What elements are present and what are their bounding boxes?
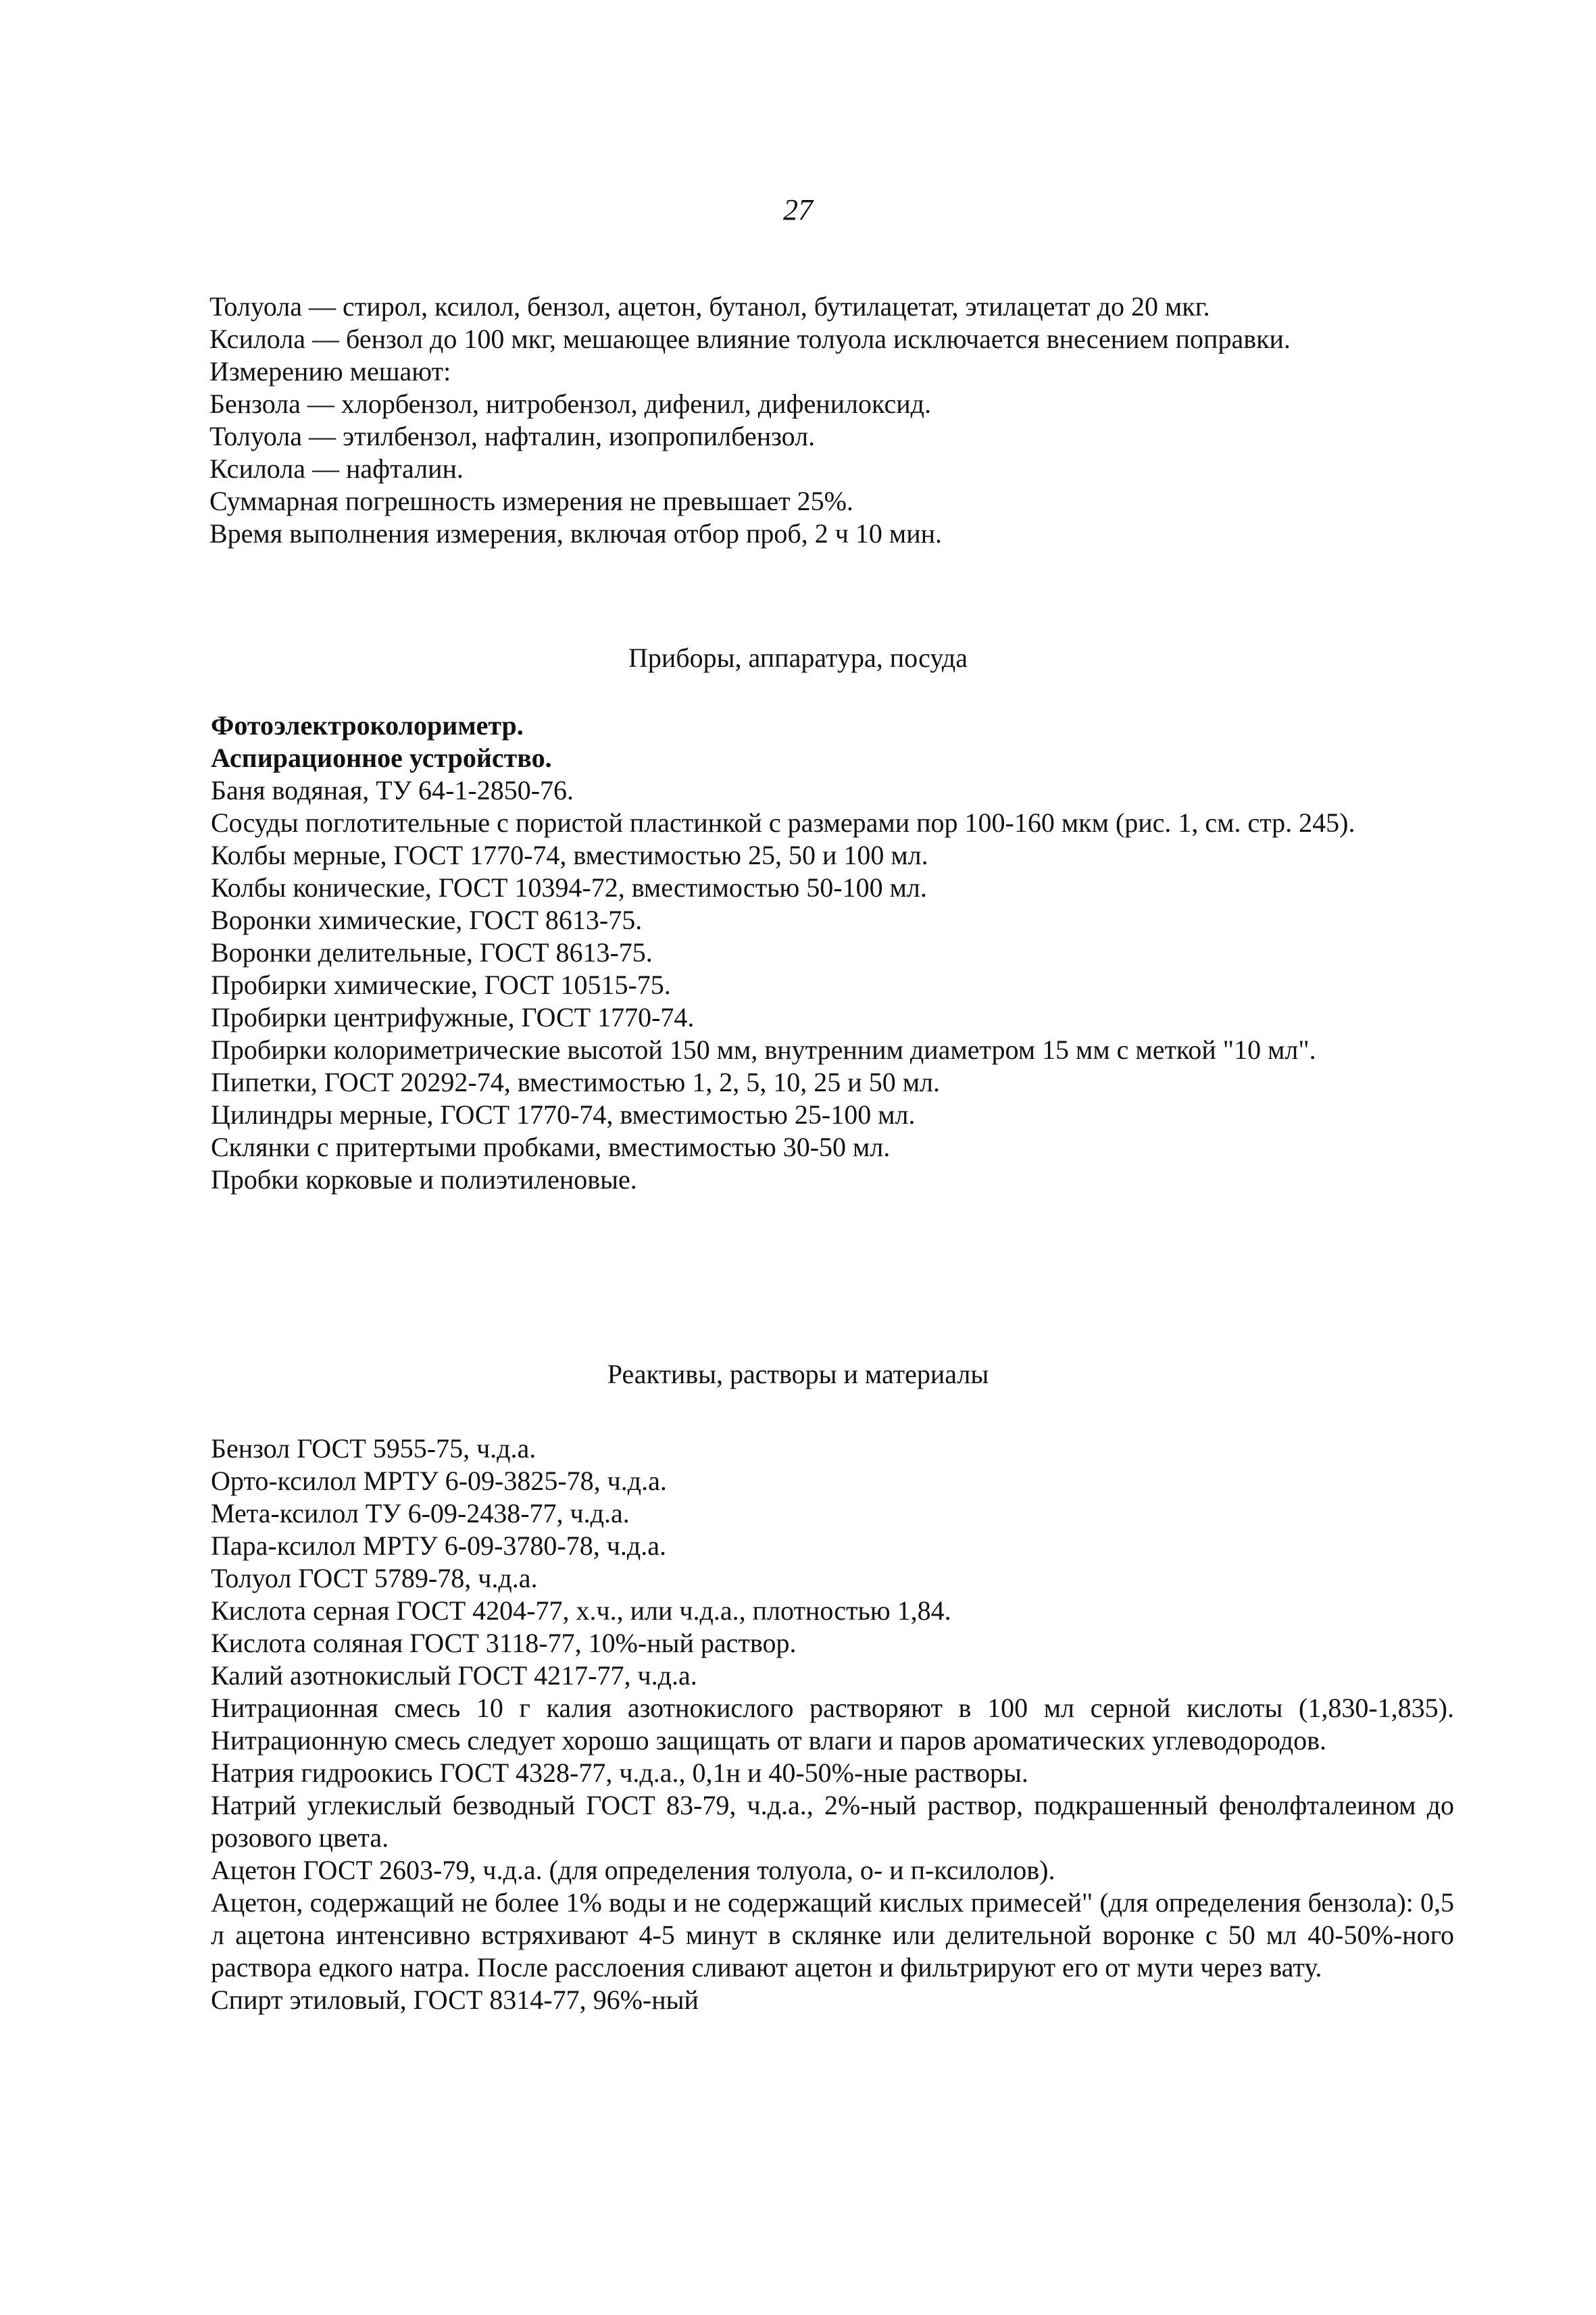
interference-notes bbox=[209, 291, 1453, 550]
list-item: Колбы конические, ГОСТ 10394-72, вместимостью 50-100 мл. bbox=[211, 872, 927, 903]
instruments-list bbox=[211, 710, 1454, 1196]
intro-line: Измерению мешают: bbox=[209, 356, 451, 387]
list-item: Мета-ксилол ТУ 6-09-2438-77, ч.д.а. bbox=[211, 1498, 630, 1528]
section-heading-reagents: Реактивы, растворы и материалы bbox=[607, 1359, 989, 1389]
intro-line: Ксилола — бензол до 100 мкг, мешающее влияние толуола исключается внесением поправки. bbox=[209, 324, 1291, 354]
list-item: Кислота серная ГОСТ 4204-77, х.ч., или ч.д.а., плотностью 1,84. bbox=[211, 1595, 951, 1626]
intro-line: Бензола — хлорбензол, нитробензол, дифенил, дифенилоксид. bbox=[209, 389, 931, 419]
list-item: Натрия гидроокись ГОСТ 4328-77, ч.д.а., 0,1н и 40-50%-ные растворы. bbox=[211, 1758, 1028, 1788]
list-item: Орто-ксилол МРТУ 6-09-3825-78, ч.д.а. bbox=[211, 1466, 667, 1496]
intro-line: Ксилола — нафталин. bbox=[209, 453, 464, 484]
list-item: Пипетки, ГОСТ 20292-74, вместимостью 1, 2, 5, 10, 25 и 50 мл. bbox=[211, 1067, 940, 1097]
list-item: Толуол ГОСТ 5789-78, ч.д.а. bbox=[211, 1563, 538, 1593]
list-item: Спирт этиловый, ГОСТ 8314-77, 96%-ный bbox=[211, 1985, 699, 2015]
page-number: 27 bbox=[783, 193, 813, 226]
list-item: Калий азотнокислый ГОСТ 4217-77, ч.д.а. bbox=[211, 1660, 697, 1691]
list-item: Пробирки колориметрические высотой 150 мм, внутренним диаметром 15 мм с меткой "10 мл". bbox=[211, 1035, 1316, 1065]
list-item: Бензол ГОСТ 5955-75, ч.д.а. bbox=[211, 1433, 537, 1464]
list-item: Склянки с притертыми пробками, вместимостью 30-50 мл. bbox=[211, 1132, 891, 1162]
intro-line: Время выполнения измерения, включая отбор проб, 2 ч 10 мин. bbox=[209, 518, 943, 549]
intro-line: Толуола — стирол, ксилол, бензол, ацетон, бутанол, бутилацетат, этилацетат до 20 мкг. bbox=[209, 291, 1210, 322]
list-item: Воронки делительные, ГОСТ 8613-75. bbox=[211, 937, 653, 968]
list-item: Колбы мерные, ГОСТ 1770-74, вместимостью 25, 50 и 100 мл. bbox=[211, 840, 928, 870]
list-item: Фотоэлектроколориметр. bbox=[211, 710, 524, 741]
reagents-list bbox=[211, 1433, 1454, 2016]
list-item: Цилиндры мерные, ГОСТ 1770-74, вместимостью 25-100 мл. bbox=[211, 1099, 916, 1130]
list-item: Кислота соляная ГОСТ 3118-77, 10%-ный раствор. bbox=[211, 1628, 797, 1658]
intro-line: Суммарная погрешность измерения не превышает 25%. bbox=[209, 486, 853, 516]
list-item: Ацетон, содержащий не более 1% воды и не содержащий кислых примесей" (для определения бензола): 0,5 л ацетона интенсивно встряхивают 4-5 минут в склянке или делительной воронке с 50 мл 40-50%-ного раствора едкого натра. После расслоения сливают ацетон и фильтрируют его от мути через вату. bbox=[211, 1887, 1454, 1983]
list-item: Сосуды поглотительные с пористой пластинкой с размерами пор 100-160 мкм (рис. 1, см. стр. 245). bbox=[211, 807, 1355, 838]
list-item: Пробирки центрифужные, ГОСТ 1770-74. bbox=[211, 1002, 695, 1032]
list-item: Нитрационная смесь 10 г калия азотнокислого растворяют в 100 мл серной кислоты (1,830-1,835). Нитрационную смесь следует хорошо защищать от влаги и паров ароматических углеводородов. bbox=[211, 1693, 1454, 1756]
list-item: Натрий углекислый безводный ГОСТ 83-79, ч.д.а., 2%-ный раствор, подкрашенный фенолфталеином до розового цвета. bbox=[211, 1790, 1454, 1853]
section-heading-instruments: Приборы, аппаратура, посуда bbox=[628, 643, 968, 673]
list-item: Пара-ксилол МРТУ 6-09-3780-78, ч.д.а. bbox=[211, 1530, 666, 1561]
list-item: Пробирки химические, ГОСТ 10515-75. bbox=[211, 970, 671, 1000]
list-item: Баня водяная, ТУ 64-1-2850-76. bbox=[211, 775, 574, 805]
list-item: Пробки корковые и полиэтиленовые. bbox=[211, 1164, 637, 1195]
list-item: Ацетон ГОСТ 2603-79, ч.д.а. (для определения толуола, о- и п-ксилолов). bbox=[211, 1855, 1055, 1885]
list-item: Воронки химические, ГОСТ 8613-75. bbox=[211, 905, 643, 935]
list-item: Аспирационное устройство. bbox=[211, 743, 552, 773]
intro-line: Толуола — этилбензол, нафталин, изопропилбензол. bbox=[209, 421, 816, 451]
